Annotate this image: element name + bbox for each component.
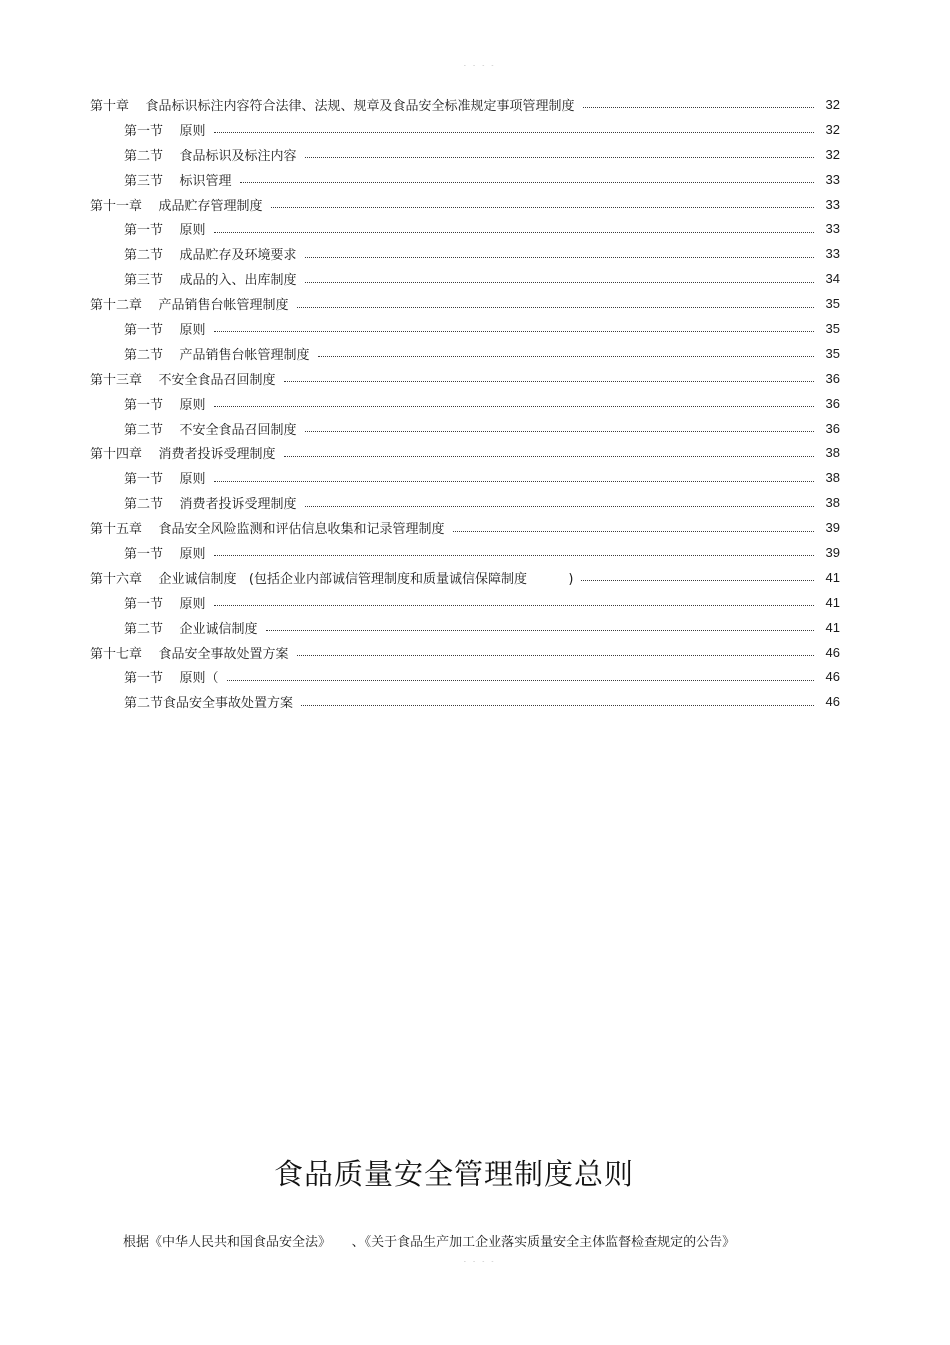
toc-page-number: 36 bbox=[825, 370, 840, 386]
toc-page-number: 41 bbox=[825, 594, 840, 610]
toc-dot-leader bbox=[214, 480, 814, 482]
table-of-contents bbox=[90, 92, 840, 714]
toc-section-row[interactable] bbox=[90, 316, 840, 341]
toc-page-number: 33 bbox=[825, 171, 840, 187]
toc-dot-leader bbox=[214, 131, 814, 133]
toc-entry-label: 第一节 原则 bbox=[124, 546, 206, 562]
toc-section-row[interactable] bbox=[90, 615, 840, 640]
toc-page-number: 32 bbox=[825, 146, 840, 162]
toc-dot-leader bbox=[214, 231, 814, 233]
toc-chapter-row[interactable] bbox=[90, 515, 840, 540]
toc-dot-leader bbox=[284, 455, 814, 457]
toc-page-number: 35 bbox=[825, 320, 840, 336]
toc-dot-leader bbox=[297, 654, 814, 656]
document-intro-paragraph: 根据《中华人民共和国食品安全法》 、《关于食品生产加工企业落实质量安全主体监督检查规定的公告》 bbox=[123, 1235, 736, 1250]
toc-section-row[interactable] bbox=[90, 465, 840, 490]
toc-page-number: 41 bbox=[825, 569, 840, 585]
toc-entry-label: 第一节 原则 bbox=[124, 322, 206, 338]
toc-section-row[interactable] bbox=[90, 117, 840, 142]
toc-page-number: 41 bbox=[825, 619, 840, 635]
toc-section-row[interactable] bbox=[90, 142, 840, 167]
toc-entry-label: 第三节 标识管理 bbox=[124, 173, 232, 189]
toc-entry-label: 第一节 原则（ bbox=[124, 671, 219, 687]
toc-page-number: 36 bbox=[825, 420, 840, 436]
toc-dot-leader bbox=[297, 306, 814, 308]
toc-chapter-row[interactable] bbox=[90, 440, 840, 465]
toc-entry-label: 第一节 原则 bbox=[124, 123, 206, 139]
toc-dot-leader bbox=[305, 256, 814, 258]
toc-entry-label: 第十四章 消费者投诉受理制度 bbox=[90, 447, 276, 463]
toc-dot-leader bbox=[583, 106, 814, 108]
toc-dot-leader bbox=[271, 206, 814, 208]
toc-chapter-row[interactable] bbox=[90, 565, 840, 590]
toc-entry-label: 第十六章 企业诚信制度 (包括企业内部诚信管理制度和质量诚信保障制度 ) bbox=[90, 571, 574, 587]
toc-entry-label: 第三节 成品的入、出库制度 bbox=[124, 273, 297, 289]
header-mark: - - - - bbox=[463, 62, 496, 69]
toc-entry-label: 第一节 原则 bbox=[124, 596, 206, 612]
toc-dot-leader bbox=[305, 281, 814, 283]
toc-section-row[interactable] bbox=[90, 490, 840, 515]
toc-page-number: 38 bbox=[825, 470, 840, 486]
toc-page-number: 36 bbox=[825, 395, 840, 411]
toc-entry-label: 第十七章 食品安全事故处置方案 bbox=[90, 646, 289, 662]
toc-dot-leader bbox=[305, 430, 814, 432]
toc-section-row[interactable] bbox=[90, 540, 840, 565]
toc-page-number: 32 bbox=[825, 121, 840, 137]
toc-dot-leader bbox=[581, 579, 814, 581]
toc-entry-label: 第一节 原则 bbox=[124, 472, 206, 488]
toc-section-row[interactable] bbox=[90, 664, 840, 689]
toc-entry-label: 第二节 食品标识及标注内容 bbox=[124, 148, 297, 164]
document-title: 食品质量安全管理制度总则 bbox=[273, 1157, 634, 1191]
toc-dot-leader bbox=[214, 554, 814, 556]
toc-entry-label: 第一节 原则 bbox=[124, 397, 206, 413]
toc-entry-label: 第十五章 食品安全风险监测和评估信息收集和记录管理制度 bbox=[90, 522, 445, 538]
toc-section-row[interactable] bbox=[90, 689, 840, 714]
toc-page-number: 32 bbox=[825, 96, 840, 112]
toc-page-number: 46 bbox=[825, 669, 840, 685]
toc-section-row[interactable] bbox=[90, 341, 840, 366]
toc-dot-leader bbox=[453, 530, 814, 532]
toc-section-row[interactable] bbox=[90, 391, 840, 416]
toc-dot-leader bbox=[301, 704, 814, 706]
toc-section-row[interactable] bbox=[90, 216, 840, 241]
toc-entry-label: 第十章 食品标识标注内容符合法律、法规、规章及食品安全标准规定事项管理制度 bbox=[90, 98, 575, 114]
toc-dot-leader bbox=[318, 355, 814, 357]
toc-dot-leader bbox=[227, 679, 814, 681]
toc-section-row[interactable] bbox=[90, 266, 840, 291]
toc-chapter-row[interactable] bbox=[90, 92, 840, 117]
toc-chapter-row[interactable] bbox=[90, 640, 840, 665]
toc-entry-label: 第二节 不安全食品召回制度 bbox=[124, 422, 297, 438]
toc-page-number: 33 bbox=[825, 221, 840, 237]
toc-entry-label: 第十三章 不安全食品召回制度 bbox=[90, 372, 276, 388]
toc-page-number: 46 bbox=[825, 644, 840, 660]
toc-entry-label: 第十二章 产品销售台帐管理制度 bbox=[90, 298, 289, 314]
toc-dot-leader bbox=[266, 629, 814, 631]
toc-dot-leader bbox=[214, 405, 814, 407]
toc-chapter-row[interactable] bbox=[90, 366, 840, 391]
toc-entry-label: 第二节 成品贮存及环境要求 bbox=[124, 248, 297, 264]
toc-dot-leader bbox=[240, 181, 814, 183]
toc-page-number: 46 bbox=[825, 694, 840, 710]
toc-entry-label: 第二节 消费者投诉受理制度 bbox=[124, 497, 297, 513]
toc-section-row[interactable] bbox=[90, 590, 840, 615]
toc-dot-leader bbox=[214, 604, 814, 606]
toc-entry-label: 第二节 产品销售台帐管理制度 bbox=[124, 347, 310, 363]
toc-page-number: 33 bbox=[825, 246, 840, 262]
toc-dot-leader bbox=[305, 156, 814, 158]
toc-chapter-row[interactable] bbox=[90, 192, 840, 217]
toc-page-number: 35 bbox=[825, 345, 840, 361]
footer-mark: - - - - bbox=[463, 1258, 496, 1265]
toc-entry-label: 第十一章 成品贮存管理制度 bbox=[90, 198, 263, 214]
toc-dot-leader bbox=[284, 380, 814, 382]
toc-entry-label: 第一节 原则 bbox=[124, 223, 206, 239]
toc-section-row[interactable] bbox=[90, 167, 840, 192]
toc-section-row[interactable] bbox=[90, 241, 840, 266]
toc-chapter-row[interactable] bbox=[90, 291, 840, 316]
toc-page-number: 33 bbox=[825, 196, 840, 212]
toc-entry-label: 第二节食品安全事故处置方案 bbox=[124, 696, 294, 712]
toc-page-number: 38 bbox=[825, 445, 840, 461]
toc-page-number: 39 bbox=[825, 544, 840, 560]
toc-dot-leader bbox=[214, 330, 814, 332]
toc-page-number: 38 bbox=[825, 495, 840, 511]
toc-entry-label: 第二节 企业诚信制度 bbox=[124, 621, 258, 637]
toc-page-number: 35 bbox=[825, 296, 840, 312]
toc-page-number: 34 bbox=[825, 271, 840, 287]
toc-dot-leader bbox=[305, 505, 814, 507]
toc-section-row[interactable] bbox=[90, 416, 840, 441]
toc-page-number: 39 bbox=[825, 520, 840, 536]
